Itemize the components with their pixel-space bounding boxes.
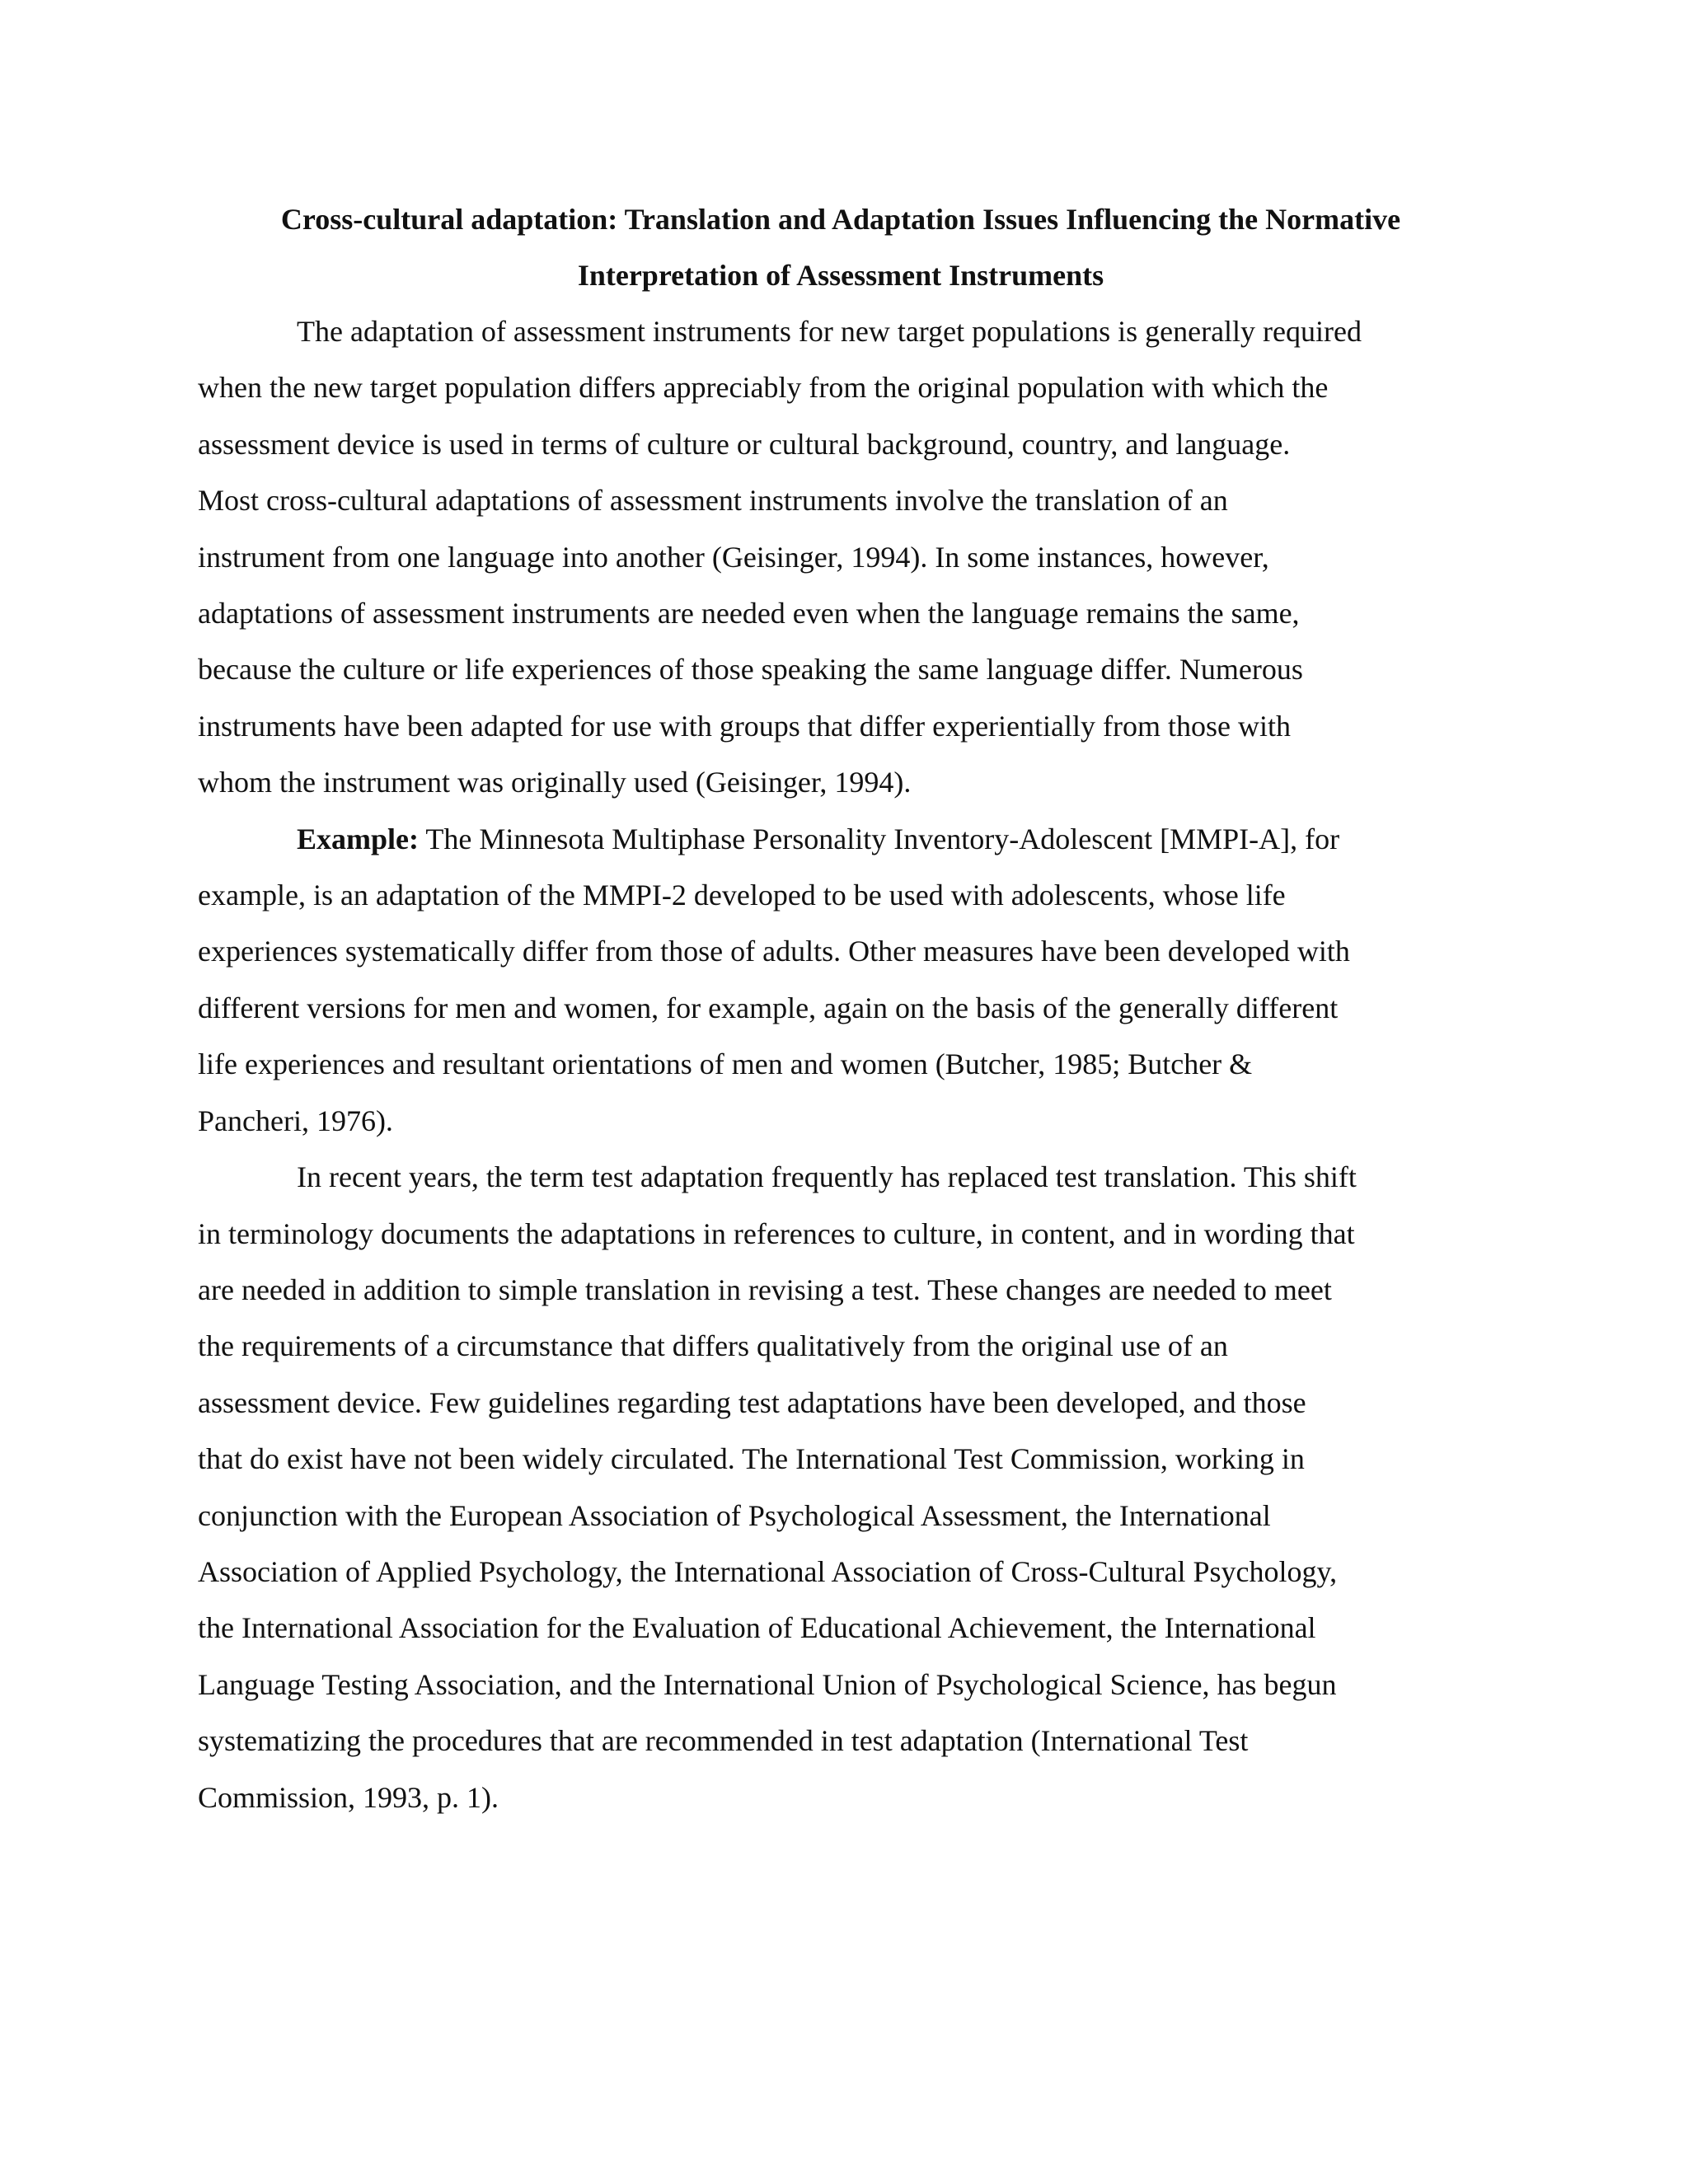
- paragraph-2: [198, 811, 1484, 1149]
- paragraph-line: whom the instrument was originally used (Geisinger, 1994).: [198, 766, 912, 799]
- paragraph-line: adaptations of assessment instruments are needed even when the language remains the same,: [198, 597, 1300, 630]
- paragraph-line: systematizing the procedures that are recommended in test adaptation (International Test: [198, 1724, 1249, 1758]
- document-page: [198, 191, 1484, 1825]
- paragraph-line: Most cross-cultural adaptations of assessment instruments involve the translation of an: [198, 484, 1228, 518]
- paragraph-first-line: [198, 811, 1484, 867]
- paragraph-line: assessment device is used in terms of culture or cultural background, country, and language.: [198, 427, 1291, 461]
- paragraph-line: in terminology documents the adaptations in references to culture, in content, and in wording that: [198, 1216, 1355, 1250]
- paragraph-line: assessment device. Few guidelines regarding test adaptations have been developed, and those: [198, 1385, 1306, 1419]
- paragraph-line: example, is an adaptation of the MMPI-2 developed to be used with adolescents, whose life: [198, 879, 1286, 912]
- paragraph-line: instrument from one language into another (Geisinger, 1994). In some instances, however,: [198, 540, 1269, 574]
- paragraph-line: conjunction with the European Association of Psychological Assessment, the International: [198, 1498, 1271, 1532]
- paragraph-line: when the new target population differs appreciably from the original population with which the: [198, 371, 1329, 405]
- paragraph-line: different versions for men and women, for example, again on the basis of the generally different: [198, 991, 1339, 1024]
- paragraph-3: [198, 1149, 1484, 1825]
- paragraph-line: Language Testing Association, and the International Union of Psychological Science, has begun: [198, 1667, 1337, 1701]
- paragraph-line: experiences systematically differ from those of adults. Other measures have been developed with: [198, 935, 1350, 968]
- paragraph-line: Association of Applied Psychology, the International Association of Cross-Cultural Psychology,: [198, 1554, 1338, 1588]
- paragraph-line: the requirements of a circumstance that differs qualitatively from the original use of an: [198, 1329, 1228, 1363]
- paragraph-1: [198, 303, 1484, 811]
- paragraph-line: The adaptation of assessment instruments for new target populations is generally required: [297, 315, 1362, 348]
- paragraph-line-text: The Minnesota Multiphase Personality Inventory-Adolescent [MMPI-A], for: [419, 822, 1340, 855]
- title-line-2: Interpretation of Assessment Instruments: [577, 259, 1104, 292]
- title-line-1: Cross-cultural adaptation: Translation and Adaptation Issues Influencing the Normative: [280, 203, 1401, 236]
- paragraph-line: that do exist have not been widely circulated. The International Test Commission, working in: [198, 1442, 1305, 1476]
- document-title: [198, 191, 1484, 303]
- paragraph-line: because the culture or life experiences of those speaking the same language differ. Numerous: [198, 653, 1303, 687]
- example-lead-label: Example:: [297, 822, 419, 855]
- paragraph-line: life experiences and resultant orientations of men and women (Butcher, 1985; Butcher &: [198, 1047, 1253, 1081]
- paragraph-line: In recent years, the term test adaptation frequently has replaced test translation. This shift: [297, 1160, 1357, 1194]
- paragraph-line: are needed in addition to simple translation in revising a test. These changes are needed to meet: [198, 1272, 1332, 1306]
- paragraph-line: instruments have been adapted for use with groups that differ experientially from those with: [198, 709, 1291, 743]
- paragraph-line: Pancheri, 1976).: [198, 1104, 393, 1137]
- paragraph-line: Commission, 1993, p. 1).: [198, 1780, 499, 1814]
- paragraph-line: the International Association for the Evaluation of Educational Achievement, the International: [198, 1611, 1316, 1645]
